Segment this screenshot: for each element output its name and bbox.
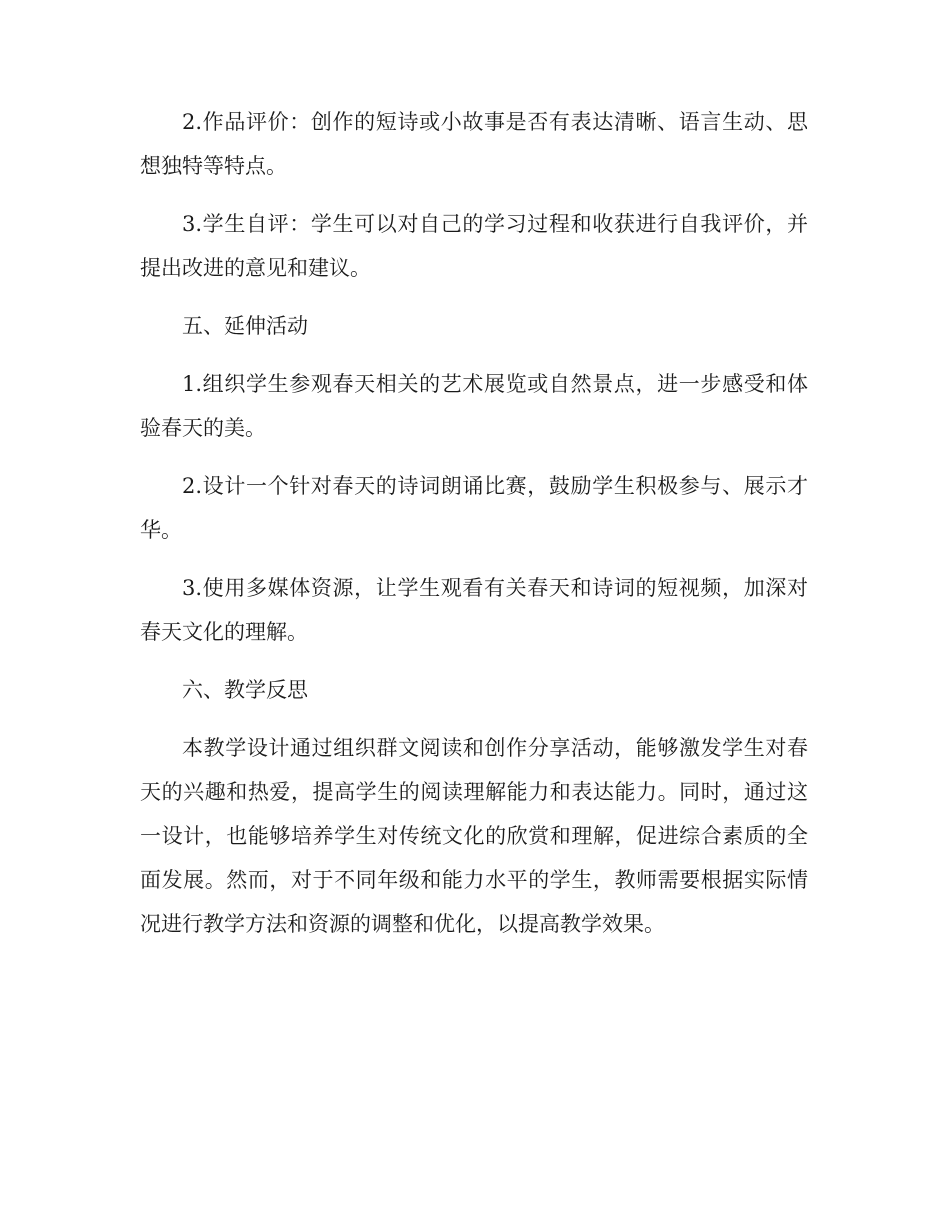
document-body: [140, 100, 808, 960]
section-heading-extension-activities: 五、延伸活动: [182, 314, 308, 338]
paragraph-self-evaluation: 3.学生自评：学生可以对自己的学习过程和收获进行自我评价，并提出改进的意见和建议。: [140, 212, 808, 280]
paragraph-recitation-contest: 2.设计一个针对春天的诗词朗诵比赛，鼓励学生积极参与、展示才华。: [140, 474, 808, 542]
paragraph-work-evaluation: 2.作品评价：创作的短诗或小故事是否有表达清晰、语言生动、思想独特等特点。: [140, 110, 808, 178]
paragraph-multimedia-resources: 3.使用多媒体资源，让学生观看有关春天和诗词的短视频，加深对春天文化的理解。: [140, 576, 808, 644]
section-heading-teaching-reflection: 六、教学反思: [182, 678, 308, 702]
paragraph-visit-exhibition: 1.组织学生参观春天相关的艺术展览或自然景点，进一步感受和体验春天的美。: [140, 372, 808, 440]
paragraph-reflection-body: 本教学设计通过组织群文阅读和创作分享活动，能够激发学生对春天的兴趣和热爱，提高学生的阅读理解能力和表达能力。同时，通过这一设计，也能够培养学生对传统文化的欣赏和理解，促进综合素质的全面发展。然而，对于不同年级和能力水平的学生，教师需要根据实际情况进行教学方法和资源的调整和优化，以提高教学效果。: [140, 736, 808, 936]
